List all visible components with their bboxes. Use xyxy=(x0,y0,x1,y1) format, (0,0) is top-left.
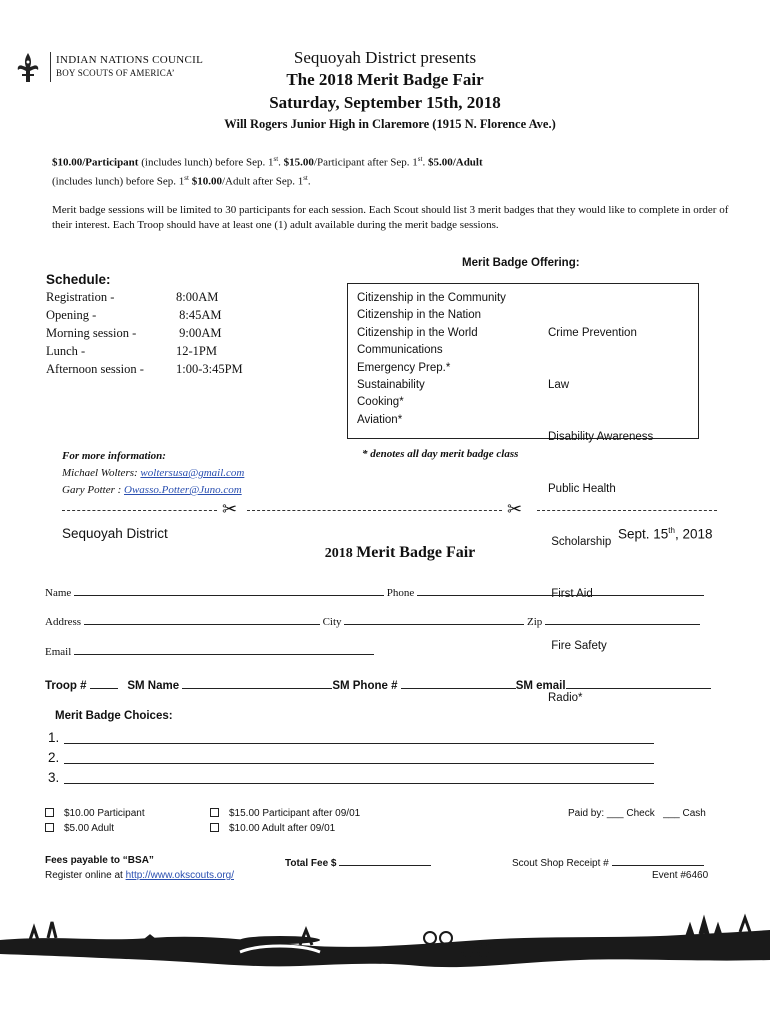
register-text: Register online at xyxy=(45,870,126,881)
logo-council-name: INDIAN NATIONS COUNCIL xyxy=(56,54,204,66)
scissors-icon: ✂ xyxy=(507,499,523,519)
badge-item: Law xyxy=(548,379,570,392)
option-label: $10.00 Adult after 09/01 xyxy=(229,823,336,834)
phone-field[interactable] xyxy=(417,585,704,596)
badge-item: Cooking* xyxy=(357,396,404,409)
paid-by-check[interactable]: Paid by: ___ Check xyxy=(568,808,655,819)
fee-sup-3: st xyxy=(184,173,189,182)
choice-field[interactable] xyxy=(64,743,654,744)
scissors-icon: ✂ xyxy=(222,499,238,519)
choice-number: 1. xyxy=(48,730,60,745)
option-label: $15.00 Participant after 09/01 xyxy=(229,808,361,819)
fee-adult: $5.00/Adult xyxy=(427,156,483,169)
badge-item: Sustainability xyxy=(357,379,425,392)
paid-by-cash[interactable]: ___ Cash xyxy=(663,808,706,819)
offering-column-1 xyxy=(357,290,506,429)
badge-item: Emergency Prep.* xyxy=(357,361,451,374)
logo-bsa-name: BOY SCOUTS OF AMERICA’ xyxy=(56,68,175,78)
badge-item: Citizenship in the World xyxy=(357,326,478,339)
fee-details: $10.00/Participant (includes lunch) before Sep. 1st. $15.00/Participant after Sep. 1st. $5.00/Adult (includes lunch) before Sep. 1st $10.00/Adult after Sep. 1st. xyxy=(52,155,483,188)
fee-participant-text: (includes lunch) before Sep. 1 xyxy=(138,156,274,169)
address-field[interactable] xyxy=(84,614,320,625)
contact-name: Gary Potter : xyxy=(62,484,125,496)
option-label: $5.00 Adult xyxy=(64,823,115,834)
offering-title: Merit Badge Offering: xyxy=(462,257,580,269)
dash-segment xyxy=(247,510,502,511)
badge-item: Citizenship in the Nation xyxy=(357,309,482,322)
choice-number: 3. xyxy=(48,770,60,785)
city-field[interactable] xyxy=(344,614,524,625)
form-district: Sequoyah District xyxy=(62,526,168,541)
fee-participant: $10.00/Participant xyxy=(52,156,139,169)
option-label: $10.00 Participant xyxy=(64,808,145,819)
receipt-row xyxy=(512,855,704,869)
receipt-field[interactable] xyxy=(612,855,704,866)
total-fee-row xyxy=(285,855,431,869)
checkbox-icon[interactable] xyxy=(210,808,219,817)
option-participant[interactable] xyxy=(45,808,145,819)
choice-field[interactable] xyxy=(64,783,654,784)
paid-by xyxy=(568,808,706,819)
form-date-tail: , 2018 xyxy=(674,526,713,542)
schedule-label: Registration - xyxy=(46,290,115,304)
header-location: Will Rogers Junior High in Claremore (1915 N. Florence Ave.) xyxy=(224,117,556,131)
badge-item: Scholarship xyxy=(548,535,612,548)
badge-item: Aviation* xyxy=(357,413,403,426)
badge-item: Communications xyxy=(357,344,443,357)
badge-item: First Aid xyxy=(548,587,593,600)
fee-late-text: /Participant after Sep. 1 xyxy=(313,156,418,169)
checkbox-icon[interactable] xyxy=(210,823,219,832)
sm-name-label: SM Name xyxy=(127,680,180,692)
event-number: Event #6460 xyxy=(652,870,709,881)
total-fee-field[interactable] xyxy=(339,855,431,866)
checkbox-icon[interactable] xyxy=(45,823,54,832)
city-label: City xyxy=(322,616,342,628)
sm-name-field[interactable] xyxy=(182,678,332,689)
intro-paragraph: Merit badge sessions will be limited to 30 participants for each session. Each Scout should list 3 merit badges that they would like to complete in order of their interest. Each Troop should have at least one (1) adult available during the merit badge sessions. xyxy=(52,204,729,231)
schedule-label: Lunch - xyxy=(46,344,86,358)
sm-email-field[interactable] xyxy=(566,678,711,689)
form-title-text: Merit Badge Fair xyxy=(356,544,476,561)
choices-title: Merit Badge Choices: xyxy=(55,710,173,722)
zip-field[interactable] xyxy=(545,614,700,625)
fee-adult-text: (includes lunch) before Sep. 1 xyxy=(52,175,185,188)
schedule-time: 8:45AM xyxy=(176,308,222,322)
option-late-participant[interactable] xyxy=(210,808,360,819)
schedule-label: Opening - xyxy=(46,308,97,322)
receipt-label: Scout Shop Receipt # xyxy=(512,858,609,869)
fee-late-adult: $10.00 xyxy=(191,175,222,188)
header-title: The 2018 Merit Badge Fair xyxy=(286,70,484,89)
sm-email-label: SM email xyxy=(515,680,566,692)
fee-sup-2: st xyxy=(417,155,423,163)
choice-row xyxy=(48,730,59,745)
name-field[interactable] xyxy=(74,585,384,596)
form-date-sup: th xyxy=(668,526,675,535)
header-date: Saturday, September 15th, 2018 xyxy=(269,93,501,112)
all-day-note: * denotes all day merit badge class xyxy=(362,448,519,460)
schedule-time: 1:00-3:45PM xyxy=(176,362,243,376)
choice-field[interactable] xyxy=(64,763,654,764)
contact-row xyxy=(62,465,244,482)
contact-name: Michael Wolters: xyxy=(62,467,141,479)
dash-segment xyxy=(537,510,717,511)
choice-row xyxy=(48,750,59,765)
register-online xyxy=(45,870,234,881)
address-row xyxy=(45,614,700,628)
phone-label: Phone xyxy=(386,587,415,599)
badge-item: Citizenship in the Community xyxy=(357,292,506,304)
address-label: Address xyxy=(45,616,82,628)
contact-info xyxy=(62,448,244,499)
schedule-label: Afternoon session - xyxy=(46,362,144,376)
contact-email-link[interactable]: Owasso.Potter@Juno.com xyxy=(124,484,242,496)
email-label: Email xyxy=(45,646,72,658)
dash-segment xyxy=(62,510,217,511)
option-adult[interactable] xyxy=(45,823,114,834)
choice-number: 2. xyxy=(48,750,60,765)
schedule-time: 8:00AM xyxy=(176,290,219,304)
contact-title: For more information: xyxy=(62,450,166,462)
fee-late-adult-text: /Adult after Sep. 1 xyxy=(221,175,304,188)
checkbox-icon[interactable] xyxy=(45,808,54,817)
header-presents: Sequoyah District presents xyxy=(293,48,477,67)
total-fee-label: Total Fee $ xyxy=(285,858,337,869)
form-title-year: 2018 xyxy=(324,546,357,561)
cut-line xyxy=(62,500,717,520)
fee-sup-1: st xyxy=(273,155,279,163)
email-row xyxy=(45,644,374,658)
option-late-adult[interactable] xyxy=(210,823,335,834)
troop-label: Troop # xyxy=(45,680,87,692)
contact-row xyxy=(62,482,244,499)
contact-email-link[interactable]: woltersusa@gmail.com xyxy=(140,467,245,479)
troop-row xyxy=(45,678,711,692)
name-label: Name xyxy=(45,587,72,599)
sm-phone-label: SM Phone # xyxy=(332,680,398,692)
badge-item: Crime Prevention xyxy=(548,326,637,339)
fees-payable: Fees payable to “BSA” xyxy=(45,855,154,866)
form-title xyxy=(0,544,770,562)
zip-label: Zip xyxy=(527,616,543,628)
sm-phone-field[interactable] xyxy=(401,678,516,689)
email-field[interactable] xyxy=(74,644,374,655)
badge-item: Radio* xyxy=(548,692,583,705)
schedule-title: Schedule: xyxy=(46,272,111,287)
troop-field[interactable] xyxy=(90,678,118,689)
badge-item: Disability Awareness xyxy=(548,431,654,444)
schedule-time: 12-1PM xyxy=(176,344,217,358)
name-row xyxy=(45,585,704,599)
schedule-label: Morning session - xyxy=(46,326,137,340)
register-link[interactable]: http://www.okscouts.org/ xyxy=(125,870,234,881)
outdoor-silhouette-illustration xyxy=(0,900,770,980)
fee-sup-4: st xyxy=(303,173,308,182)
badge-item: Fire Safety xyxy=(548,640,607,653)
fee-late-participant: $15.00 xyxy=(283,156,314,169)
badge-item: Public Health xyxy=(548,483,616,496)
schedule-time: 9:00AM xyxy=(176,326,222,340)
form-date xyxy=(618,526,713,542)
form-date-main: Sept. 15 xyxy=(618,526,669,542)
choice-row xyxy=(48,770,59,785)
